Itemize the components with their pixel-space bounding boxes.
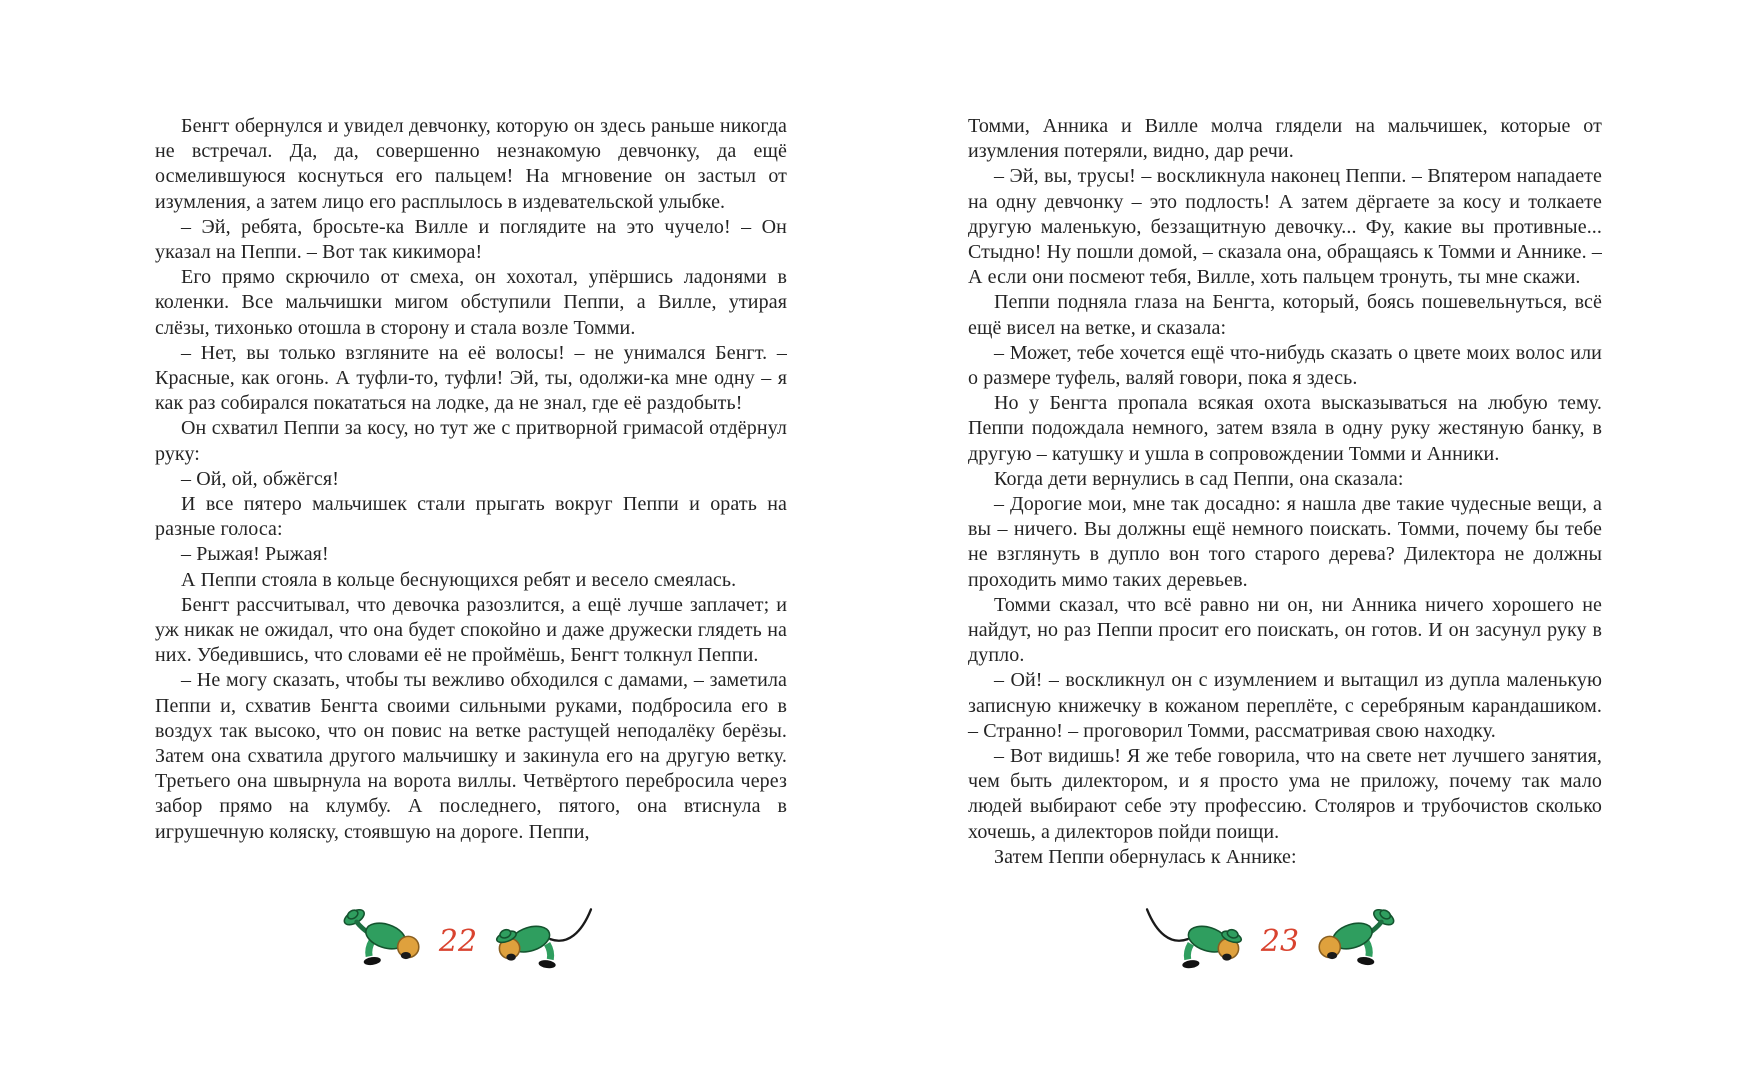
paragraph: – Рыжая! Рыжая! [181, 543, 329, 566]
paragraph: Но у Бенгта пропала всякая охота высказываться на любую тему. Пеппи подождала немного, затем взяла в одну руку жестяную банку, в другую – катушку и ушла в сопровождении Томми и Анники. [968, 392, 1602, 465]
paragraph: Бенгт обернулся и увидел девчонку, которую он здесь раньше никогда не встречал. Да, да, совершенно незнакомую девчонку, да ещё осмелившуюся коснуться его пальцем! На мгновение он застыл от изумления, а затем лицо его расплылось в издевательской улыбке. [155, 115, 787, 213]
paragraph: Затем Пеппи обернулась к Аннике: [994, 845, 1297, 868]
paragraph: – Ой, ой, обжёгся! [181, 467, 339, 490]
paragraph: Он схватил Пеппи за косу, но тут же с притворной гримасой отдёрнул руку: [155, 417, 787, 465]
page-number: 22 [438, 924, 478, 959]
bowing-boy-doffing-hat-icon [341, 900, 427, 977]
bowing-boy-with-braid-icon [1139, 900, 1249, 977]
paragraph: – Нет, вы только взгляните на её волосы! – не унимался Бенгт. – Красные, как огонь. А туфли-то, туфли! Эй, ты, одолжи-ка мне одну – я как раз собирался покататься на лодке, да не знал, где её раздобыть! [155, 341, 787, 415]
left-page-footer [340, 896, 600, 980]
paragraph: Томми сказал, что всё равно ни он, ни Анника ничего хорошего не найдут, но раз Пеппи просит его поискать, он готов. И он засунул руку в дупло. [968, 593, 1602, 667]
right-page-text-column [968, 114, 1602, 870]
bowing-boy-doffing-hat-icon [1311, 900, 1397, 977]
paragraph: Томми, Анника и Вилле молча глядели на мальчишек, которые от изумления потеряли, видно, дар речи. [968, 115, 1602, 163]
paragraph: А Пеппи стояла в кольце беснующихся ребят и весело смеялась. [181, 568, 737, 591]
paragraph: – Не могу сказать, чтобы ты вежливо обходился с дамами, – заметила Пеппи и, схватив Бенгта своими сильными руками, подбросила его в воздух так высоко, что он повис на ветке растущей неподалёку берёзы. Затем она схватила другого мальчишку и закинула его на другую ветку. Третьего она швырнула на ворота виллы. Четвёртого перебросила через забор прямо на клумбу. А последнего, пятого, она втиснула в игрушечную коляску, стоявшую на дороге. Пеппи, [155, 669, 787, 843]
page-number: 23 [1260, 924, 1300, 959]
paragraph: – Ой! – воскликнул он с изумлением и вытащил из дупла маленькую записную книжечку в кожаном переплёте, с серебряным карандашиком. – Странно! – проговорил Томми, рассматривая свою находку. [968, 669, 1602, 742]
left-page-text-column [155, 114, 787, 845]
bowing-boy-with-braid-icon [489, 900, 599, 977]
paragraph: – Эй, вы, трусы! – воскликнула наконец Пеппи. – Впятером нападаете на одну девчонку – это подлость! А затем дёргаете за косу и толкаете другую маленькую, беззащитную девочку... Фу, какие вы противные... Стыдно! Ну пошли домой, – сказала она, обращаясь к Томми и Аннике. – А если они посмеют тебя, Вилле, хоть пальцем тронуть, ты мне скажи. [968, 165, 1602, 289]
paragraph: Пеппи подняла глаза на Бенгта, который, боясь пошевельнуться, всё ещё висел на ветке, и сказала: [968, 291, 1602, 339]
paragraph: И все пятеро мальчишек стали прыгать вокруг Пеппи и орать на разные голоса: [155, 493, 787, 541]
paragraph: Его прямо скрючило от смеха, он хохотал, упёршись ладонями в коленки. Все мальчишки мигом обступили Пеппи, а Вилле, утирая слёзы, тихонько отошла в сторону и стала возле Томми. [155, 266, 787, 339]
paragraph: – Вот видишь! Я же тебе говорила, что на свете нет лучшего занятия, чем быть дилектором, и я просто ума не приложу, почему так мало людей выбирают себе эту профессию. Столяров и трубочистов сколько хочешь, а дилекторов пойди поищи. [968, 745, 1602, 843]
right-page-footer [1138, 896, 1398, 980]
paragraph: – Эй, ребята, бросьте-ка Вилле и поглядите на это чучело! – Он указал на Пеппи. – Вот так кикимора! [155, 215, 787, 264]
paragraph: – Может, тебе хочется ещё что-нибудь сказать о цвете моих волос или о размере туфель, валяй говори, пока я здесь. [968, 341, 1602, 390]
paragraph: Бенгт рассчитывал, что девочка разозлится, а ещё лучше заплачет; и уж никак не ожидал, что она будет спокойно и даже дружески глядеть на них. Убедившись, что словами её не проймёшь, Бенгт толкнул Пеппи. [155, 593, 787, 667]
paragraph: Когда дети вернулись в сад Пеппи, она сказала: [994, 467, 1404, 490]
paragraph: – Дорогие мои, мне так досадно: я нашла две такие чудесные вещи, а вы – ничего. Вы должны ещё немного поискать. Томми, почему бы тебе не взглянуть в дупло вон того старого дерева? Дилектора не должны проходить мимо таких деревьев. [968, 493, 1602, 591]
